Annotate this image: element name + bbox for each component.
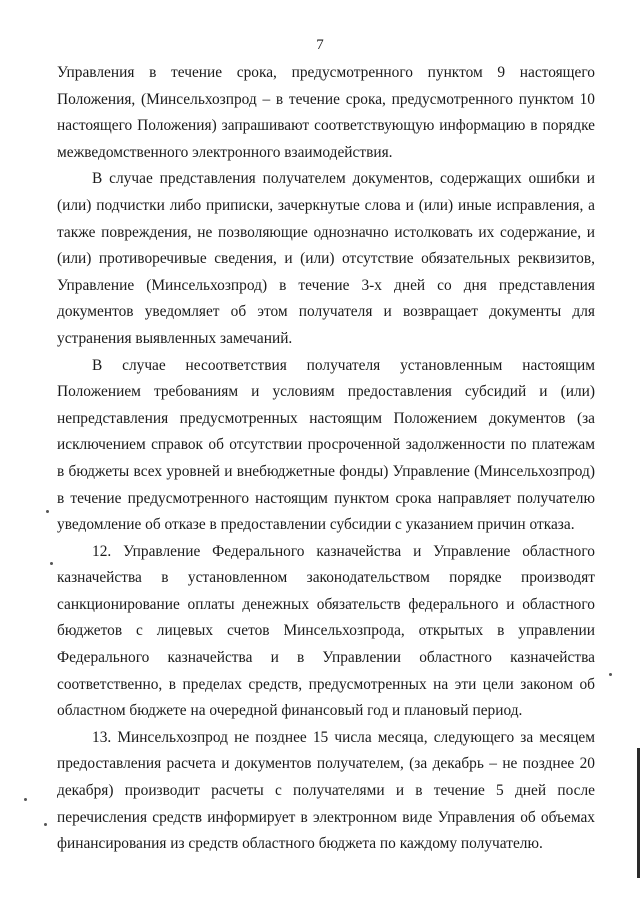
paragraph-errors-in-documents: В случае представления получателем документов, содержащих ошибки и (или) подчистки либо приписки, зачеркнутые слова и (или) иные исправления, а также повреждения, не позволяющие однозначно истолковать их содержание, и (или) противоречивые сведения, и (или) отсутствие обязательных реквизитов, Управление (Минсельхозпрод) в течение 3-х дней со дня представления документов уведомляет об этом получателя и возвращает документы для устранения выявленных замечаний. [57,170,595,347]
scan-dot [46,510,49,513]
scan-dot [44,823,47,826]
scan-dot [609,673,612,676]
document-body [57,60,595,858]
paragraph-item-12: 12. Управление Федерального казначейства и Управление областного казначейства в установленном законодательством порядке производят санкционирование оплаты денежных обязательств федерального и областного бюджетов с лицевых счетов Минсельхозпрода, открытых в управлении Федерального казначейства и в Управлении областного казначейства соответственно, в пределах средств, предусмотренных на эти цели законом об областном бюджете на очередной финансовый год и плановый период. [57,542,595,720]
page-number: 7 [316,37,324,53]
paragraph-item-13: 13. Минсельхозпрод не позднее 15 числа месяца, следующего за месяцем предоставления расчета и документов получателем, (за декабрь – не позднее 20 декабря) производит расчеты с получателями и в течение 5 дней после перечисления средств информирует в электронном виде Управления об объемах финансирования из средств областного бюджета по каждому получателю. [57,728,595,853]
scan-dot [24,798,27,801]
paragraph-continuation: Управления в течение срока, предусмотренного пунктом 9 настоящего Положения, (Минсельхозпрод – в течение срока, предусмотренного пунктом 10 настоящего Положения) запрашивают соответствующую информацию в порядке межведомственного электронного взаимодействия. [57,64,595,161]
paragraph-refusal-notice: В случае несоответствия получателя установленным настоящим Положением требованиям и условиям предоставления субсидий и (или) непредставления предусмотренных настоящим Положением документов (за исключением справок об отсутствии просроченной задолженности по платежам в бюджеты всех уровней и внебюджетные фонды) Управление (Минсельхозпрод) в течение предусмотренного настоящим пунктом срока направляет получателю уведомление об отказе в предоставлении субсидии с указанием причин отказа. [57,356,595,534]
scan-dot [50,562,53,565]
